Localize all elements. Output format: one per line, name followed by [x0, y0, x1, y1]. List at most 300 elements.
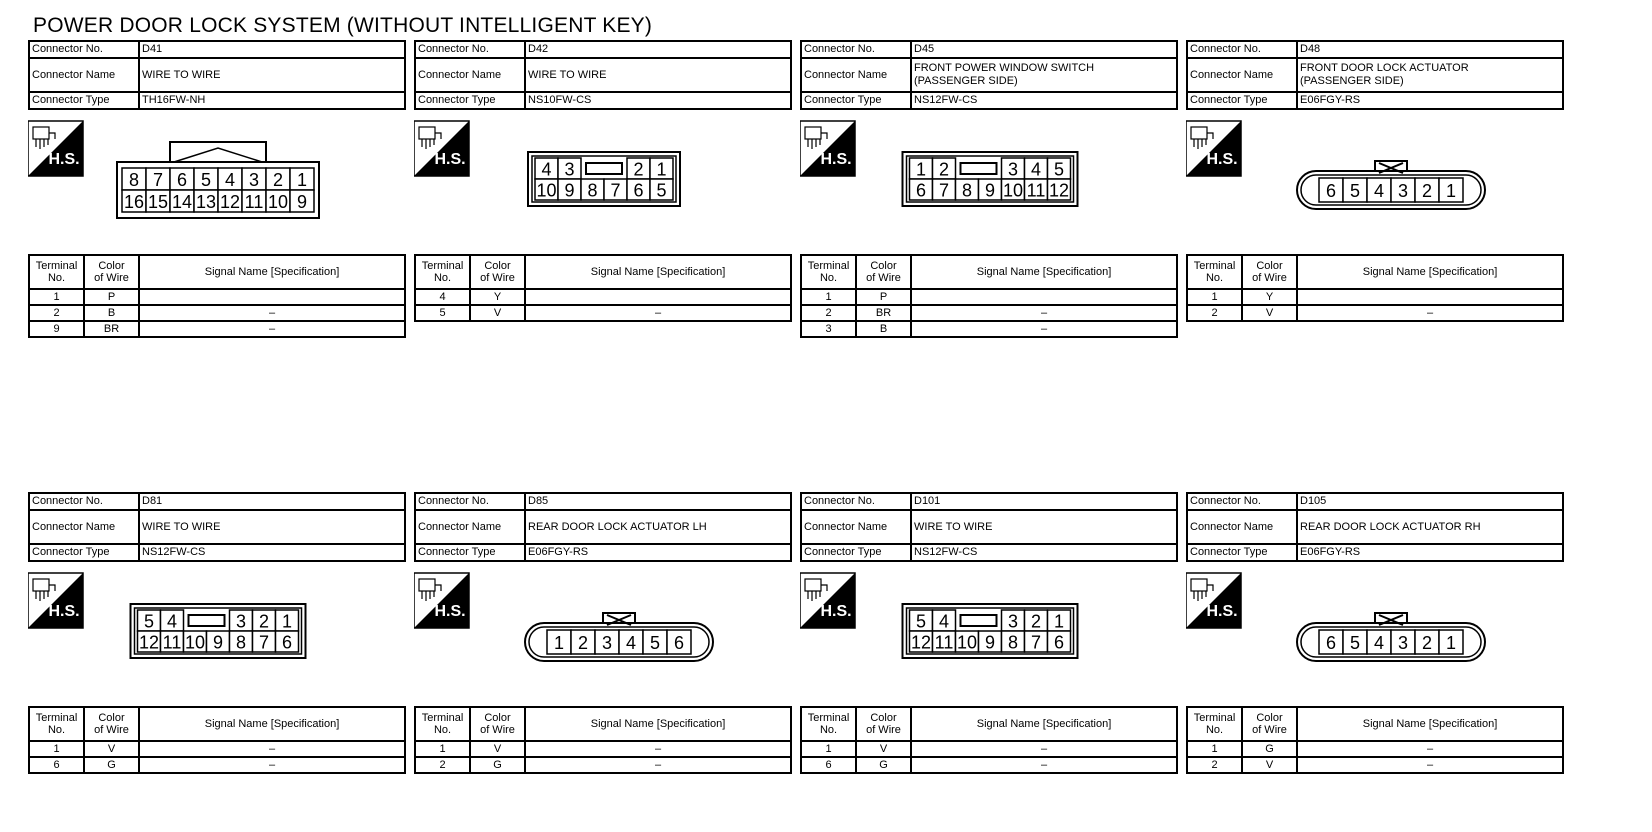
connector-number-value: D48: [1297, 41, 1563, 58]
connector-type-label: Connector Type: [801, 92, 911, 109]
table-row: [801, 289, 1177, 305]
table-row: [415, 305, 791, 321]
connector-pin: [266, 168, 290, 190]
connector-type-label: Connector Type: [1187, 544, 1297, 561]
connector-number-value: D105: [1297, 493, 1563, 510]
pin-number: 2: [1030, 611, 1042, 632]
terminal-number: 2: [29, 305, 84, 321]
connector-diagram: [1297, 613, 1485, 661]
signal-name-header: Signal Name [Specification]: [139, 707, 405, 741]
connector-diagram: [1297, 161, 1485, 209]
pin-number: 3: [1007, 159, 1019, 180]
connector-type-label: Connector Type: [801, 544, 911, 561]
connector-pin: [253, 610, 276, 632]
connector-name-value: WIRE TO WIRE: [139, 510, 405, 544]
pin-number: 5: [915, 611, 927, 632]
connector-pin: [933, 610, 956, 632]
terminal-no-header: Terminal No.: [801, 707, 856, 741]
connector-pin: [581, 179, 604, 201]
hs-badge-label: H.S.: [434, 151, 466, 168]
pin-number: 3: [1397, 181, 1409, 201]
lock-tab: [1375, 613, 1407, 625]
connector-pin: [1025, 158, 1048, 180]
wire-color: Y: [1242, 289, 1297, 305]
table-row: [801, 321, 1177, 337]
pin-number: 7: [152, 170, 164, 190]
pin-number: 2: [258, 611, 270, 632]
connector-pin: [910, 610, 933, 632]
table-row: [415, 289, 791, 305]
signal-name: –: [1297, 305, 1563, 321]
pin-number: 5: [656, 180, 667, 201]
pin-number: 9: [984, 632, 996, 653]
connector-pin: [1391, 630, 1415, 654]
pin-number: 6: [1053, 632, 1065, 653]
connector-pin: [979, 179, 1002, 201]
connector-name-label: Connector Name: [415, 58, 525, 92]
connector-pin: [122, 168, 146, 190]
connector-panel-d41: [28, 40, 406, 380]
pin-number: 10: [1002, 180, 1024, 201]
pin-number: 3: [1007, 611, 1019, 632]
terminal-no-header: Terminal No.: [415, 707, 470, 741]
connector-pin: [170, 168, 194, 190]
connector-panel-d45: [800, 40, 1178, 380]
terminal-number: 1: [801, 289, 856, 305]
pin-number: 6: [633, 180, 644, 201]
pin-number: 12: [219, 192, 241, 212]
pin-number: 9: [564, 180, 575, 201]
connector-pin: [547, 630, 571, 654]
pin-number: 2: [938, 159, 950, 180]
connector-type-value: E06FGY-RS: [525, 544, 791, 561]
connector-type-value: E06FGY-RS: [1297, 92, 1563, 109]
wire-color: P: [84, 289, 139, 305]
pin-number: 10: [536, 180, 557, 201]
connector-name-label: Connector Name: [801, 58, 911, 92]
table-row: [29, 289, 405, 305]
harness-side-icon: [800, 573, 855, 628]
connector-pin: [1367, 178, 1391, 202]
connector-name-label: Connector Name: [801, 510, 911, 544]
pin-number: 2: [272, 170, 284, 190]
connector-pin: [1048, 610, 1071, 632]
hs-badge-label: H.S.: [434, 603, 466, 620]
connector-pin: [207, 631, 230, 653]
connector-pin: [276, 610, 299, 632]
connector-pin: [619, 630, 643, 654]
pin-number: 9: [984, 180, 996, 201]
connector-diagram: [131, 604, 306, 658]
pin-number: 4: [1030, 159, 1042, 180]
pin-number: 6: [281, 632, 293, 653]
wire-color: G: [470, 757, 525, 773]
table-row: [801, 741, 1177, 757]
signal-name: [525, 289, 791, 305]
wire-color: V: [856, 741, 911, 757]
signal-name: –: [139, 757, 405, 773]
connector-number-label: Connector No.: [801, 41, 911, 58]
connector-type-value: E06FGY-RS: [1297, 544, 1563, 561]
connector-type-value: NS10FW-CS: [525, 92, 791, 109]
pin-number: 11: [1026, 180, 1046, 201]
table-row: [1187, 757, 1563, 773]
connector-pin: [1025, 631, 1048, 653]
pin-number: 1: [553, 633, 565, 653]
pin-number: 15: [147, 192, 169, 212]
harness-side-icon: [28, 573, 83, 628]
table-row: [801, 757, 1177, 773]
pin-number: 3: [235, 611, 247, 632]
pin-number: 3: [1397, 633, 1409, 653]
connector-pin: [253, 631, 276, 653]
table-row: [29, 321, 405, 337]
connector-face-view: [800, 40, 1178, 254]
wire-color: V: [1242, 757, 1297, 773]
table-row: [29, 757, 405, 773]
connector-pin: [1367, 630, 1391, 654]
connector-pin: [1439, 178, 1463, 202]
connector-pin: [650, 158, 673, 180]
connector-key: [189, 615, 225, 626]
connector-type-value: NS12FW-CS: [911, 544, 1177, 561]
terminal-table: [1186, 706, 1564, 774]
connector-pin: [627, 179, 650, 201]
connector-pin: [1415, 178, 1439, 202]
pin-number: 3: [248, 170, 260, 190]
connector-number-label: Connector No.: [415, 493, 525, 510]
terminal-no-header: Terminal No.: [29, 707, 84, 741]
connector-pin: [276, 631, 299, 653]
pin-number: 1: [656, 159, 667, 180]
pin-number: 12: [910, 632, 932, 653]
pin-number: 13: [195, 192, 217, 212]
connector-pin: [1002, 179, 1025, 201]
pin-number: 6: [176, 170, 188, 190]
pin-number: 4: [166, 611, 178, 632]
connector-face-view: [414, 492, 792, 706]
terminal-no-header: Terminal No.: [415, 255, 470, 289]
connector-number-label: Connector No.: [29, 41, 139, 58]
pin-number: 1: [296, 170, 308, 190]
wire-color: G: [1242, 741, 1297, 757]
connector-face-view: [28, 492, 406, 706]
hs-badge-label: H.S.: [48, 151, 80, 168]
connector-pin: [667, 630, 691, 654]
wire-color: V: [84, 741, 139, 757]
connector-pin: [571, 630, 595, 654]
signal-name: –: [911, 757, 1177, 773]
pin-number: 5: [649, 633, 661, 653]
lock-tab: [1375, 161, 1407, 173]
table-row: [1187, 305, 1563, 321]
connector-type-value: TH16FW-NH: [139, 92, 405, 109]
pin-number: 7: [1030, 632, 1042, 653]
pin-number: 3: [564, 159, 575, 180]
wire-color: B: [84, 305, 139, 321]
wire-color: V: [470, 741, 525, 757]
connector-pin: [1048, 158, 1071, 180]
connector-pin: [1319, 630, 1343, 654]
terminal-table: [414, 706, 792, 774]
pin-number: 12: [1048, 180, 1070, 201]
connector-number-value: D45: [911, 41, 1177, 58]
terminal-no-header: Terminal No.: [1187, 255, 1242, 289]
pin-number: 1: [915, 159, 927, 180]
connector-pin: [595, 630, 619, 654]
connector-face-view: [414, 40, 792, 254]
table-row: [1187, 289, 1563, 305]
signal-name: –: [139, 305, 405, 321]
table-row: [415, 757, 791, 773]
connector-name-value: FRONT POWER WINDOW SWITCH (PASSENGER SIDE): [911, 58, 1177, 92]
pin-number: 6: [915, 180, 927, 201]
connector-pin: [194, 168, 218, 190]
connector-pin: [535, 179, 558, 201]
terminal-number: 1: [29, 289, 84, 305]
terminal-table: [28, 254, 406, 338]
connector-pin: [933, 179, 956, 201]
terminal-table: [414, 254, 792, 322]
connector-name-label: Connector Name: [1187, 510, 1297, 544]
pin-number: 4: [224, 170, 236, 190]
pin-number: 5: [143, 611, 155, 632]
pin-number: 9: [212, 632, 224, 653]
connector-number-value: D101: [911, 493, 1177, 510]
connector-pin: [627, 158, 650, 180]
terminal-number: 2: [801, 305, 856, 321]
connector-pin: [910, 158, 933, 180]
signal-name: –: [911, 305, 1177, 321]
connector-number-value: D81: [139, 493, 405, 510]
connector-type-label: Connector Type: [1187, 92, 1297, 109]
signal-name: –: [139, 741, 405, 757]
connector-name-label: Connector Name: [29, 58, 139, 92]
connector-number-value: D41: [139, 41, 405, 58]
terminal-number: 2: [1187, 757, 1242, 773]
terminal-no-header: Terminal No.: [801, 255, 856, 289]
connector-pin: [290, 168, 314, 190]
pin-number: 10: [956, 632, 978, 653]
connector-name-value: WIRE TO WIRE: [139, 58, 405, 92]
pin-number: 8: [1007, 632, 1019, 653]
harness-side-icon: [28, 121, 83, 176]
wire-color: P: [856, 289, 911, 305]
terminal-table: [1186, 254, 1564, 322]
terminal-number: 6: [801, 757, 856, 773]
connector-pin: [161, 610, 184, 632]
pin-number: 12: [138, 632, 160, 653]
pin-number: 10: [184, 632, 206, 653]
connector-pin: [956, 179, 979, 201]
connector-panel-d81: [28, 492, 406, 832]
connector-pin: [230, 631, 253, 653]
color-of-wire-header: Color of Wire: [856, 255, 911, 289]
signal-name-header: Signal Name [Specification]: [525, 707, 791, 741]
signal-name-header: Signal Name [Specification]: [139, 255, 405, 289]
connector-pin: [194, 190, 218, 212]
signal-name: –: [1297, 741, 1563, 757]
signal-name-header: Signal Name [Specification]: [1297, 707, 1563, 741]
connector-pin: [1048, 179, 1071, 201]
connector-pin: [558, 158, 581, 180]
pin-number: 10: [267, 192, 289, 212]
pin-number: 1: [1445, 633, 1457, 653]
signal-name: –: [525, 741, 791, 757]
hs-badge-label: H.S.: [1206, 603, 1238, 620]
wire-color: BR: [84, 321, 139, 337]
harness-side-icon: [1186, 121, 1241, 176]
pin-number: 2: [633, 159, 644, 180]
terminal-number: 3: [801, 321, 856, 337]
pin-number: 3: [601, 633, 613, 653]
color-of-wire-header: Color of Wire: [1242, 255, 1297, 289]
wire-color: B: [856, 321, 911, 337]
connector-pin: [1343, 178, 1367, 202]
pin-number: 2: [577, 633, 589, 653]
connector-type-label: Connector Type: [415, 92, 525, 109]
connector-pin: [146, 190, 170, 212]
terminal-no-header: Terminal No.: [1187, 707, 1242, 741]
pin-number: 6: [673, 633, 685, 653]
pin-number: 5: [200, 170, 212, 190]
pin-number: 8: [587, 180, 598, 201]
connector-type-value: NS12FW-CS: [139, 544, 405, 561]
connector-pin: [910, 179, 933, 201]
connector-number-label: Connector No.: [1187, 41, 1297, 58]
connector-pin: [933, 631, 956, 653]
connector-type-label: Connector Type: [29, 544, 139, 561]
connector-face-view: [1186, 40, 1564, 254]
harness-side-icon: [800, 121, 855, 176]
connector-panel-d101: [800, 492, 1178, 832]
signal-name: –: [139, 321, 405, 337]
connector-type-value: NS12FW-CS: [911, 92, 1177, 109]
connector-face-view: [1186, 492, 1564, 706]
signal-name: [911, 289, 1177, 305]
connector-pin: [604, 179, 627, 201]
color-of-wire-header: Color of Wire: [1242, 707, 1297, 741]
connector-face-view: [28, 40, 406, 254]
connector-pin: [956, 631, 979, 653]
terminal-number: 2: [1187, 305, 1242, 321]
connector-pin: [650, 179, 673, 201]
connector-pin: [290, 190, 314, 212]
pin-number: 4: [938, 611, 950, 632]
connector-name-value: WIRE TO WIRE: [525, 58, 791, 92]
terminal-table: [28, 706, 406, 774]
harness-side-icon: [414, 121, 469, 176]
signal-name-header: Signal Name [Specification]: [911, 255, 1177, 289]
pin-number: 2: [1421, 633, 1433, 653]
connector-pin: [1048, 631, 1071, 653]
table-row: [1187, 741, 1563, 757]
signal-name: –: [525, 757, 791, 773]
connector-type-label: Connector Type: [29, 92, 139, 109]
pin-number: 16: [123, 192, 145, 212]
pin-number: 11: [934, 632, 954, 653]
connector-pin: [910, 631, 933, 653]
wire-color: Y: [470, 289, 525, 305]
pin-number: 2: [1421, 181, 1433, 201]
terminal-number: 5: [415, 305, 470, 321]
color-of-wire-header: Color of Wire: [470, 255, 525, 289]
pin-number: 4: [625, 633, 637, 653]
connector-pin: [1002, 631, 1025, 653]
pin-number: 9: [296, 192, 308, 212]
connector-diagram: [903, 604, 1078, 658]
terminal-table: [800, 254, 1178, 338]
hs-badge-label: H.S.: [48, 603, 80, 620]
pin-number: 8: [235, 632, 247, 653]
wire-color: G: [856, 757, 911, 773]
pin-number: 7: [610, 180, 621, 201]
connector-panel-d105: [1186, 492, 1564, 832]
connector-key: [586, 163, 622, 174]
pin-number: 7: [938, 180, 950, 201]
connector-panel-d42: [414, 40, 792, 380]
connector-pin: [170, 190, 194, 212]
connector-name-value: REAR DOOR LOCK ACTUATOR LH: [525, 510, 791, 544]
wire-color: BR: [856, 305, 911, 321]
pin-number: 11: [244, 192, 264, 212]
connector-number-value: D42: [525, 41, 791, 58]
connector-pin: [146, 168, 170, 190]
terminal-number: 1: [801, 741, 856, 757]
connector-number-label: Connector No.: [801, 493, 911, 510]
table-row: [29, 741, 405, 757]
pin-number: 1: [1445, 181, 1457, 201]
connector-pin: [122, 190, 146, 212]
wire-color: G: [84, 757, 139, 773]
connector-pin: [1319, 178, 1343, 202]
pin-number: 6: [1325, 633, 1337, 653]
hs-badge-label: H.S.: [1206, 151, 1238, 168]
pin-number: 4: [541, 159, 552, 180]
wire-color: V: [470, 305, 525, 321]
pin-number: 4: [1373, 633, 1385, 653]
connector-name-label: Connector Name: [415, 510, 525, 544]
signal-name: –: [911, 321, 1177, 337]
harness-side-icon: [414, 573, 469, 628]
connector-pin: [1002, 610, 1025, 632]
connector-pin: [242, 168, 266, 190]
connector-number-label: Connector No.: [415, 41, 525, 58]
pin-number: 11: [162, 632, 182, 653]
connector-diagram: [117, 142, 319, 218]
connector-pin: [1025, 179, 1048, 201]
connector-pin: [558, 179, 581, 201]
connector-panel-d48: [1186, 40, 1564, 380]
terminal-number: 9: [29, 321, 84, 337]
connector-panel-d85: [414, 492, 792, 832]
pin-number: 8: [961, 180, 973, 201]
connector-name-value: WIRE TO WIRE: [911, 510, 1177, 544]
terminal-number: 1: [1187, 741, 1242, 757]
connector-pin: [933, 158, 956, 180]
connector-number-label: Connector No.: [29, 493, 139, 510]
signal-name: –: [1297, 757, 1563, 773]
connector-pin: [1025, 610, 1048, 632]
connector-diagram: [528, 152, 680, 206]
connector-pin: [1439, 630, 1463, 654]
connector-name-label: Connector Name: [29, 510, 139, 544]
wire-color: V: [1242, 305, 1297, 321]
terminal-number: 6: [29, 757, 84, 773]
signal-name: [1297, 289, 1563, 305]
connector-key: [961, 615, 997, 626]
connector-pin: [138, 610, 161, 632]
